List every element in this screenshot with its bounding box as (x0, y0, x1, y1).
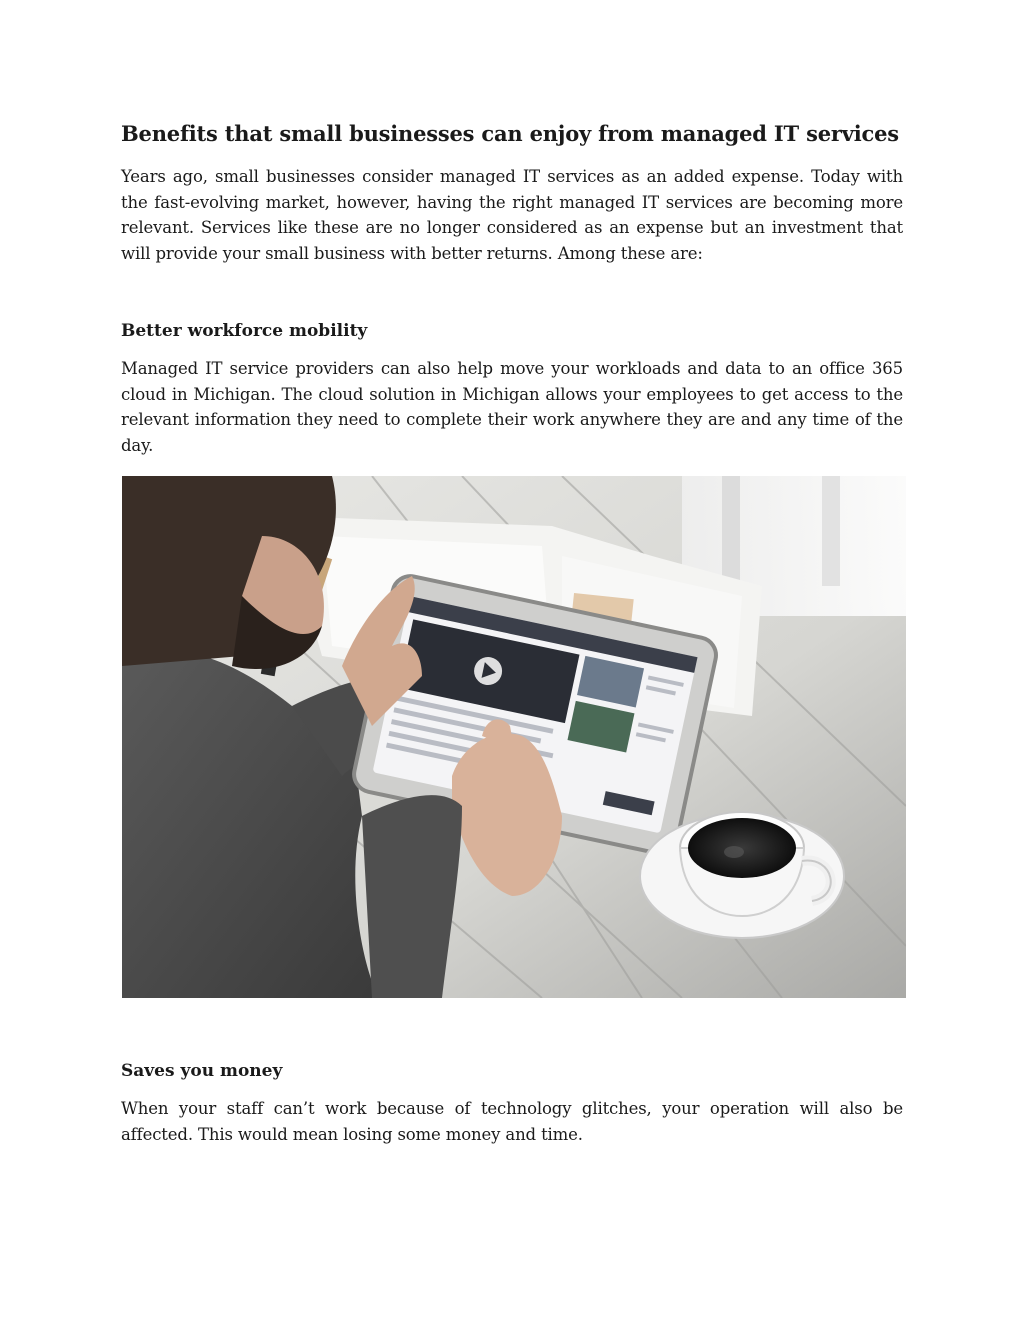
heading-workforce-mobility: Better workforce mobility (121, 321, 368, 341)
photo-man-using-tablet (122, 476, 906, 998)
page-title: Benefits that small businesses can enjoy from managed IT services (121, 121, 899, 146)
saves-money-paragraph: When your staff can’t work because of technology glitches, your operation will also be affected. This would mean losing some money and time. (121, 1099, 903, 1144)
intro-paragraph: Years ago, small businesses consider managed IT services as an added expense. Today with the fast-evolving market, however, having the right managed IT services are becoming more relevant. Services like these are no longer considered as an expense but an investment that will provide your small business with better returns. Among these are: (121, 167, 903, 263)
document-page (121, 118, 903, 1147)
heading-saves-money: Saves you money (121, 1061, 283, 1081)
workforce-mobility-paragraph: Managed IT service providers can also help move your workloads and data to an office 365 cloud in Michigan. The cloud solution in Michigan allows your employees to get access to the relevant information they need to complete their work anywhere they are and any time of the day. (121, 359, 903, 455)
